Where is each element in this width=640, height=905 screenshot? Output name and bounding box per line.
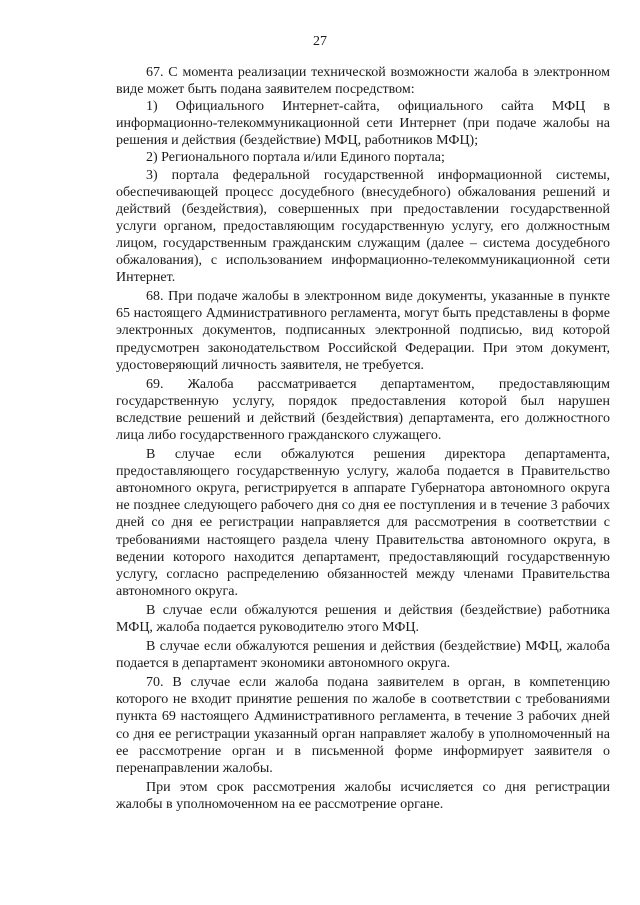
paragraph-67-intro: 67. С момента реализации технической возможности жалоба в электронном виде может быть подана заявителем посредством: [116,65,610,98]
list-item-federal-portal: 3) портала федеральной государственной информационной системы, обеспечивающей процесс досудебного (внесудебного) обжалования решений и действий (бездействия), совершенных при предоставлении государственной услуги органом, предоставляющим государственную услугу, его должностным лицом, государственным гражданским служащим (далее – система досудебного обжалования), с использованием информационно-телекоммуникационной сети Интернет. [116,167,610,286]
paragraph-mfc-complaint: В случае если обжалуются решения и действия (бездействие) МФЦ, жалоба подается в департамент экономики автономного округа. [116,639,610,672]
page-number: 27 [313,34,327,49]
paragraph-68: 68. При подаче жалобы в электронном виде документы, указанные в пункте 65 настоящего Административного регламента, могут быть представлены в форме электронных документов, подписанных электронной подписью, вид которой предусмотрен законодательством Российской Федерации. При этом документ, удостоверяющий личность заявителя, не требуется. [116,289,610,373]
paragraph-70: 70. В случае если жалоба подана заявителем в орган, в компетенцию которого не входит принятие решения по жалобе в соответствии с требованиями пункта 69 настоящего Административного регламента, в течение 3 рабочих дней со дня ее регистрации указанный орган направляет жалобу в уполномоченный на ее рассмотрение орган и в письменной форме информирует заявителя о перенаправлении жалобы. [116,675,610,776]
paragraph-director-complaint: В случае если обжалуются решения директора департамента, предоставляющего государственную услугу, жалоба подается в Правительство автономного округа, регистрируется в аппарате Губернатора автономного округа не позднее следующего рабочего дня со дня ее поступления и в течение 3 рабочих дней со дня ее регистрации направляется для рассмотрения в соответствии с требованиями настоящего раздела члену Правительства автономного округа, в ведении которого находится департамент, предоставляющий государственную услугу, согласно распределению обязанностей между членами Правительства автономного округа. [116,447,610,599]
paragraph-mfc-worker-complaint: В случае если обжалуются решения и действия (бездействие) работника МФЦ, жалоба подается руководителю этого МФЦ. [116,602,610,635]
list-item-official-site: 1) Официального Интернет-сайта, официального сайта МФЦ в информационно-телекоммуникационной сети Интернет (при подаче жалобы на решения и действия (бездействие) МФЦ, работников МФЦ); [116,99,610,149]
page-body [116,64,610,813]
paragraph-review-term: При этом срок рассмотрения жалобы исчисляется со дня регистрации жалобы в уполномоченном на ее рассмотрение органе. [116,779,610,812]
paragraph-69: 69. Жалоба рассматривается департаментом, предоставляющим государственную услугу, порядок предоставления которой был нарушен вследствие решений и действий (бездействия) департамента, его должностного лица либо государственного гражданского служащего. [116,376,610,443]
list-item-regional-portal: 2) Регионального портала и/или Единого портала; [146,150,445,166]
